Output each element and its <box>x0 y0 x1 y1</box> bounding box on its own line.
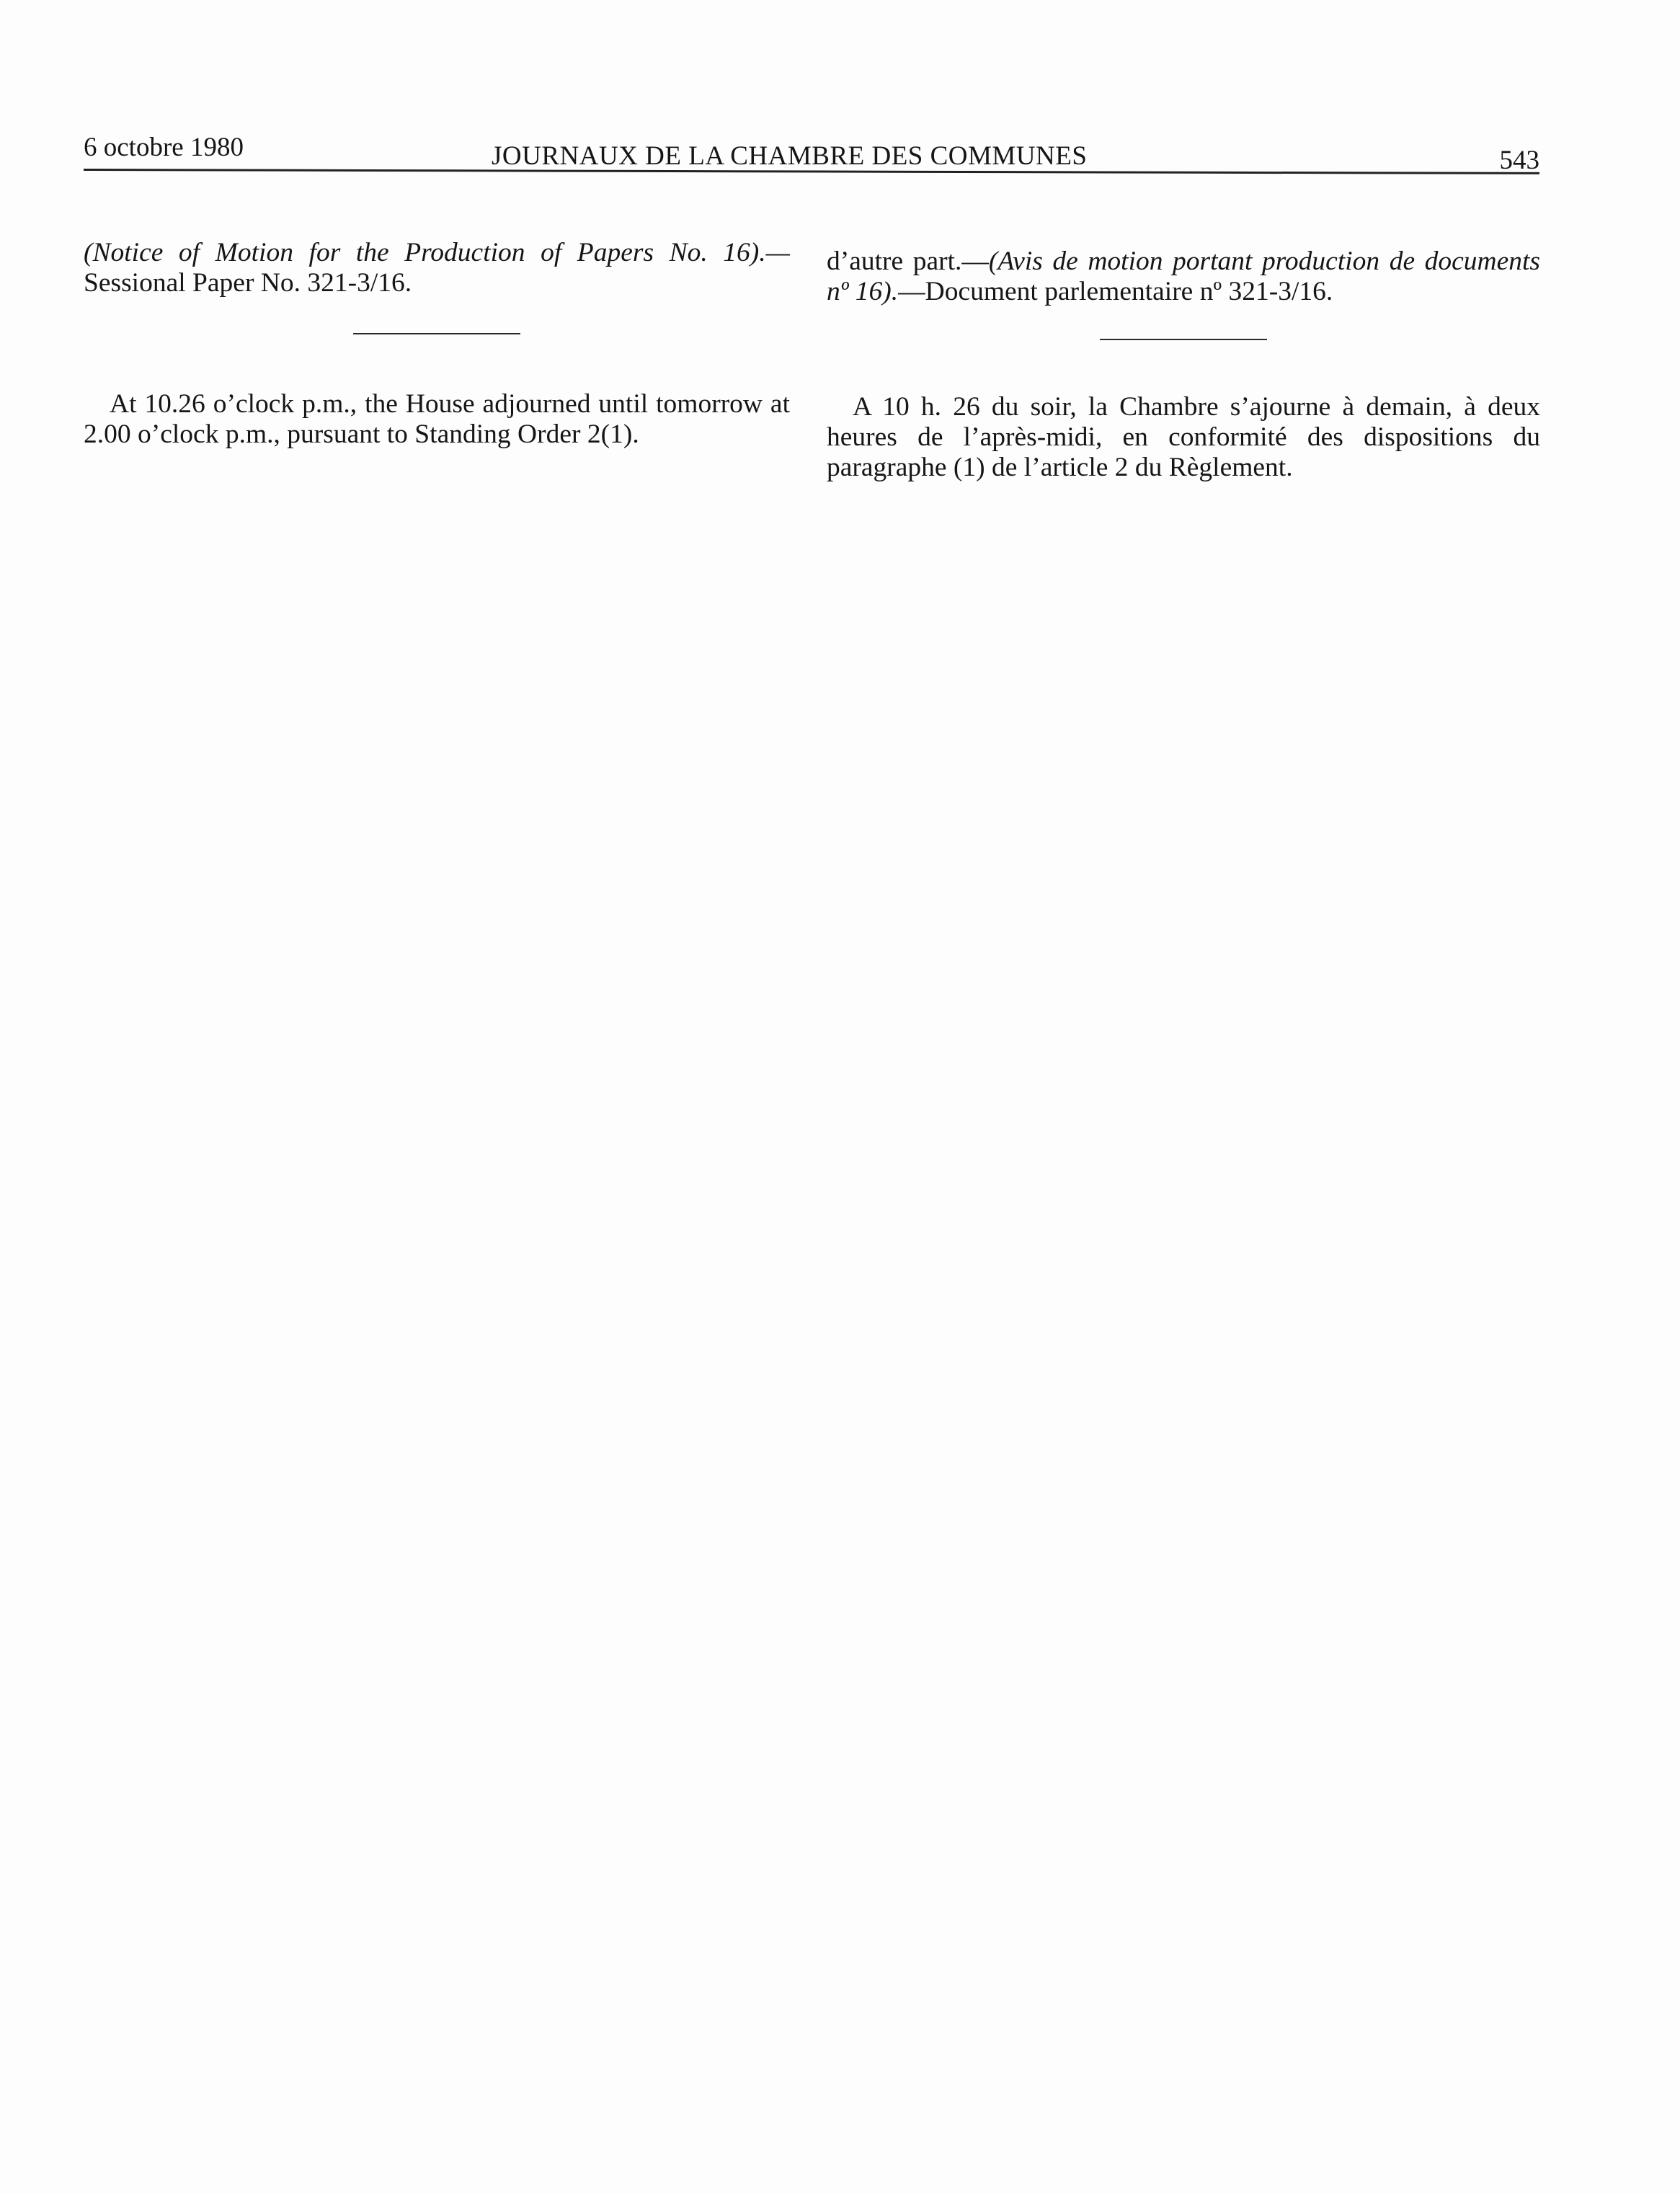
french-adjournment-paragraph: A 10 h. 26 du soir, la Chambre s’ajourne à demain, à deux heures de l’après-midi, en conformité des dispositions du paragraphe (1) de l’article 2 du Règlement. <box>827 392 1540 482</box>
english-section-rule <box>353 333 520 334</box>
french-part-lead: d’autre part.— <box>827 247 989 276</box>
running-header <box>84 126 1539 175</box>
english-notice-paragraph <box>84 238 790 298</box>
header-date: 6 octobre 1980 <box>84 133 244 162</box>
page-number: 543 <box>1499 146 1539 175</box>
french-column <box>827 247 1540 483</box>
journal-title: JOURNAUX DE LA CHAMBRE DES COMMUNES <box>492 141 1088 171</box>
french-section-rule <box>1100 339 1267 340</box>
english-adjournment-paragraph: At 10.26 o’clock p.m., the House adjourned until tomorrow at 2.00 o’clock p.m., pursuant to Standing Order 2(1). <box>84 389 790 449</box>
french-notice-paragraph <box>827 247 1540 307</box>
french-notice-reference: (Avis de motion portant production de documents nº 16). <box>827 247 1541 306</box>
french-document-reference: —Document parlementaire nº 321-3/16. <box>898 277 1333 306</box>
english-sessional-paper: Sessional Paper No. 321-3/16. <box>84 268 412 298</box>
english-column <box>84 238 790 450</box>
english-notice-reference: (Notice of Motion for the Production of Papers No. 16).— <box>84 238 790 267</box>
